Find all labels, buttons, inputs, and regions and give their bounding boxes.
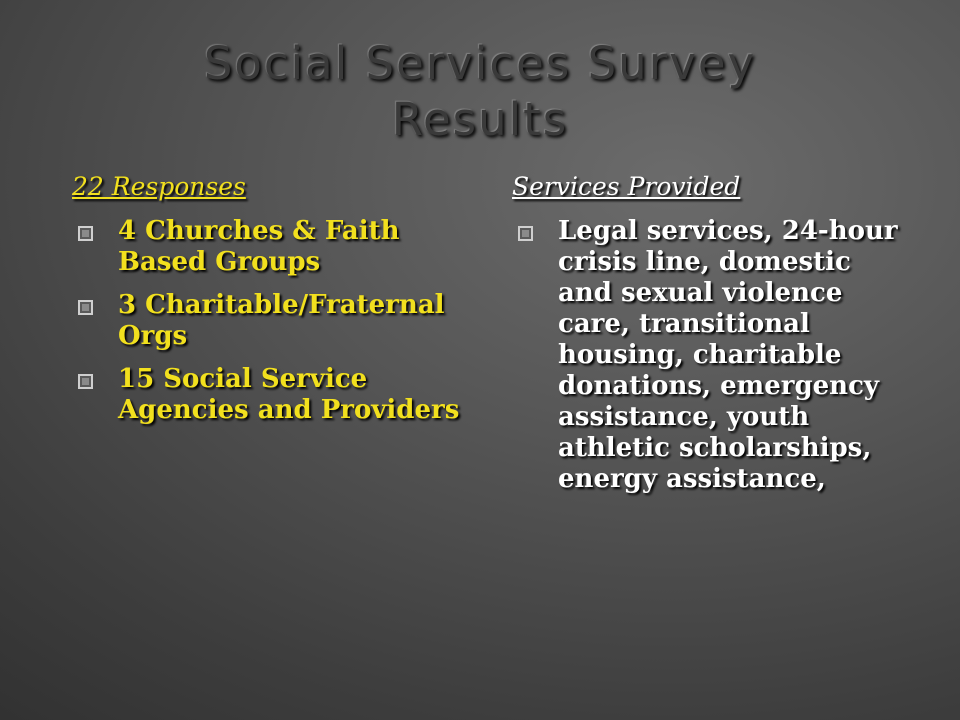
square-bullet-icon	[518, 226, 533, 241]
square-bullet-icon	[78, 300, 93, 315]
services-list	[512, 216, 912, 495]
list-item	[72, 216, 462, 278]
list-item-text: 3 Charitable/Fraternal Orgs	[118, 290, 445, 351]
responses-heading: 22 Responses	[72, 172, 246, 201]
list-item	[72, 290, 462, 352]
list-item	[512, 216, 912, 495]
services-column	[512, 172, 912, 507]
title-line-2: Results	[391, 93, 569, 146]
list-item	[72, 364, 462, 426]
list-item-text: 15 Social Service Agencies and Providers	[118, 364, 460, 425]
services-heading: Services Provided	[512, 172, 741, 201]
slide-title	[0, 36, 960, 148]
square-bullet-icon	[78, 226, 93, 241]
list-item-text: Legal services, 24-hour crisis line, domestic and sexual violence care, transitional housing, charitable donations, emergency assistance, youth athletic scholarships, energy assistance,	[558, 216, 898, 494]
responses-list	[72, 216, 462, 426]
list-item-text: 4 Churches & Faith Based Groups	[118, 216, 400, 277]
responses-column	[72, 172, 462, 438]
title-line-1: Social Services Survey	[203, 37, 757, 90]
square-bullet-icon	[78, 374, 93, 389]
